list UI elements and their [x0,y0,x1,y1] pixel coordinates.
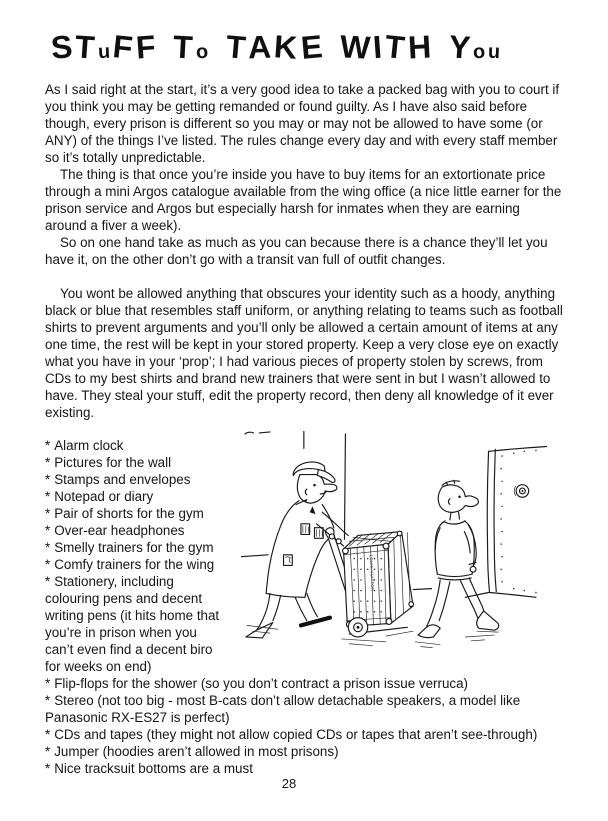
lv-trunk [342,531,414,645]
list-item-text: Stereo (not too big - most B-cats don’t allow detachable speakers, a model like Panasonic RX-ES27 is perfect) [45,693,521,725]
list-item-text: writing pens (it hits home that [45,608,220,623]
list-marker: * [45,761,51,776]
list-item-text: Notepad or diary [54,489,154,504]
list-item [45,692,563,726]
list-marker: * [45,540,51,555]
list-item [45,726,563,743]
list-item-text: CDs and tapes (they might not allow copied CDs or tapes that aren’t see-through) [54,727,538,742]
list-marker: * [45,506,51,521]
list-item-text: can’t even find a decent biro [45,642,213,657]
list-item-text: Alarm clock [54,438,124,453]
list-item-text: Stamps and envelopes [54,472,191,487]
list-marker: * [45,574,51,589]
list-marker: * [45,744,51,759]
prison-officer-figure [246,462,348,638]
list-item [45,675,563,692]
list-item [45,760,563,777]
list-item-text: Comfy trainers for the wing [54,557,215,572]
paragraph: You wont be allowed anything that obscures your identity such as a hoody, anything black or blue that resembles staff uniform, or anything relating to teams such as football shirts to prevent arguments and you’ll only be allowed a certain amount of items at any one time, the rest will be kept in your stored property. Keep a very close eye on exactly what you have in your ‘prop’; I had various pieces of property stolen by screws, from CDs to my best shirts and brand new trainers that were sent in but I wasn’t allowed to have. They steal your stuff, edit the property record, then deny all knowledge of it ever existing. [45,286,563,420]
list-item-text: Over-ear headphones [54,523,185,538]
list-marker: * [45,438,51,453]
paragraph: So on one hand take as much as you can because there is a chance they’ll let you have it, on the other don’t go with a transit van full of outfit changes. [45,235,548,267]
list-marker: * [45,472,51,487]
list-item-text: Pair of shorts for the gym [54,506,204,521]
list-item-text: Nice tracksuit bottoms are a must [54,761,253,776]
list-marker: * [45,676,51,691]
list-item-text: for weeks on end) [45,659,152,674]
list-marker: * [45,693,51,708]
list-item-text: Jumper (hoodies aren’t allowed in most prisons) [54,744,339,759]
list-marker: * [45,455,51,470]
list-item [45,743,563,760]
prison-trunk-cartoon [241,431,563,666]
trunk-brand-text: LOUIS VUITTON [368,554,376,592]
list-marker: * [45,523,51,538]
page-number: 28 [281,776,297,791]
list-item-text: Pictures for the wall [54,455,172,470]
intro-paragraphs [45,81,563,421]
paragraph: The thing is that once you’re inside you have to buy items for an extortionate price through a mini Argos catalogue available from the wing office (a nice little earner for the prison service and Argos but especially harsh for inmates when they are earning around a fiver a week). [45,167,562,233]
list-marker: * [45,557,51,572]
list-item-text: Flip-flops for the shower (so you don’t contract a prison issue verruca) [54,676,469,691]
list-item-text: you’re in prison when you [45,625,197,640]
list-item-text: colouring pens and decent [45,591,203,606]
list-item-text: Smelly trainers for the gym [54,540,214,555]
list-item-text: Stationery, including [54,574,174,589]
paragraph: As I said right at the start, it’s a very good idea to take a packed bag with you to court if you think you may be getting remanded or found guilty. As I have also said before though, every prison is different so you may or may not be allowed to have some (or ANY) of the things I’ve listed. The rules change every day and with every staff member so it’s totally unpredictable. [45,82,560,165]
list-marker: * [45,727,51,742]
prisoner-figure [415,480,499,647]
page-title: STuFF To TAKE WITH You [49,28,501,66]
list-marker: * [45,489,51,504]
cell-door [465,446,546,597]
packing-list [45,437,563,777]
